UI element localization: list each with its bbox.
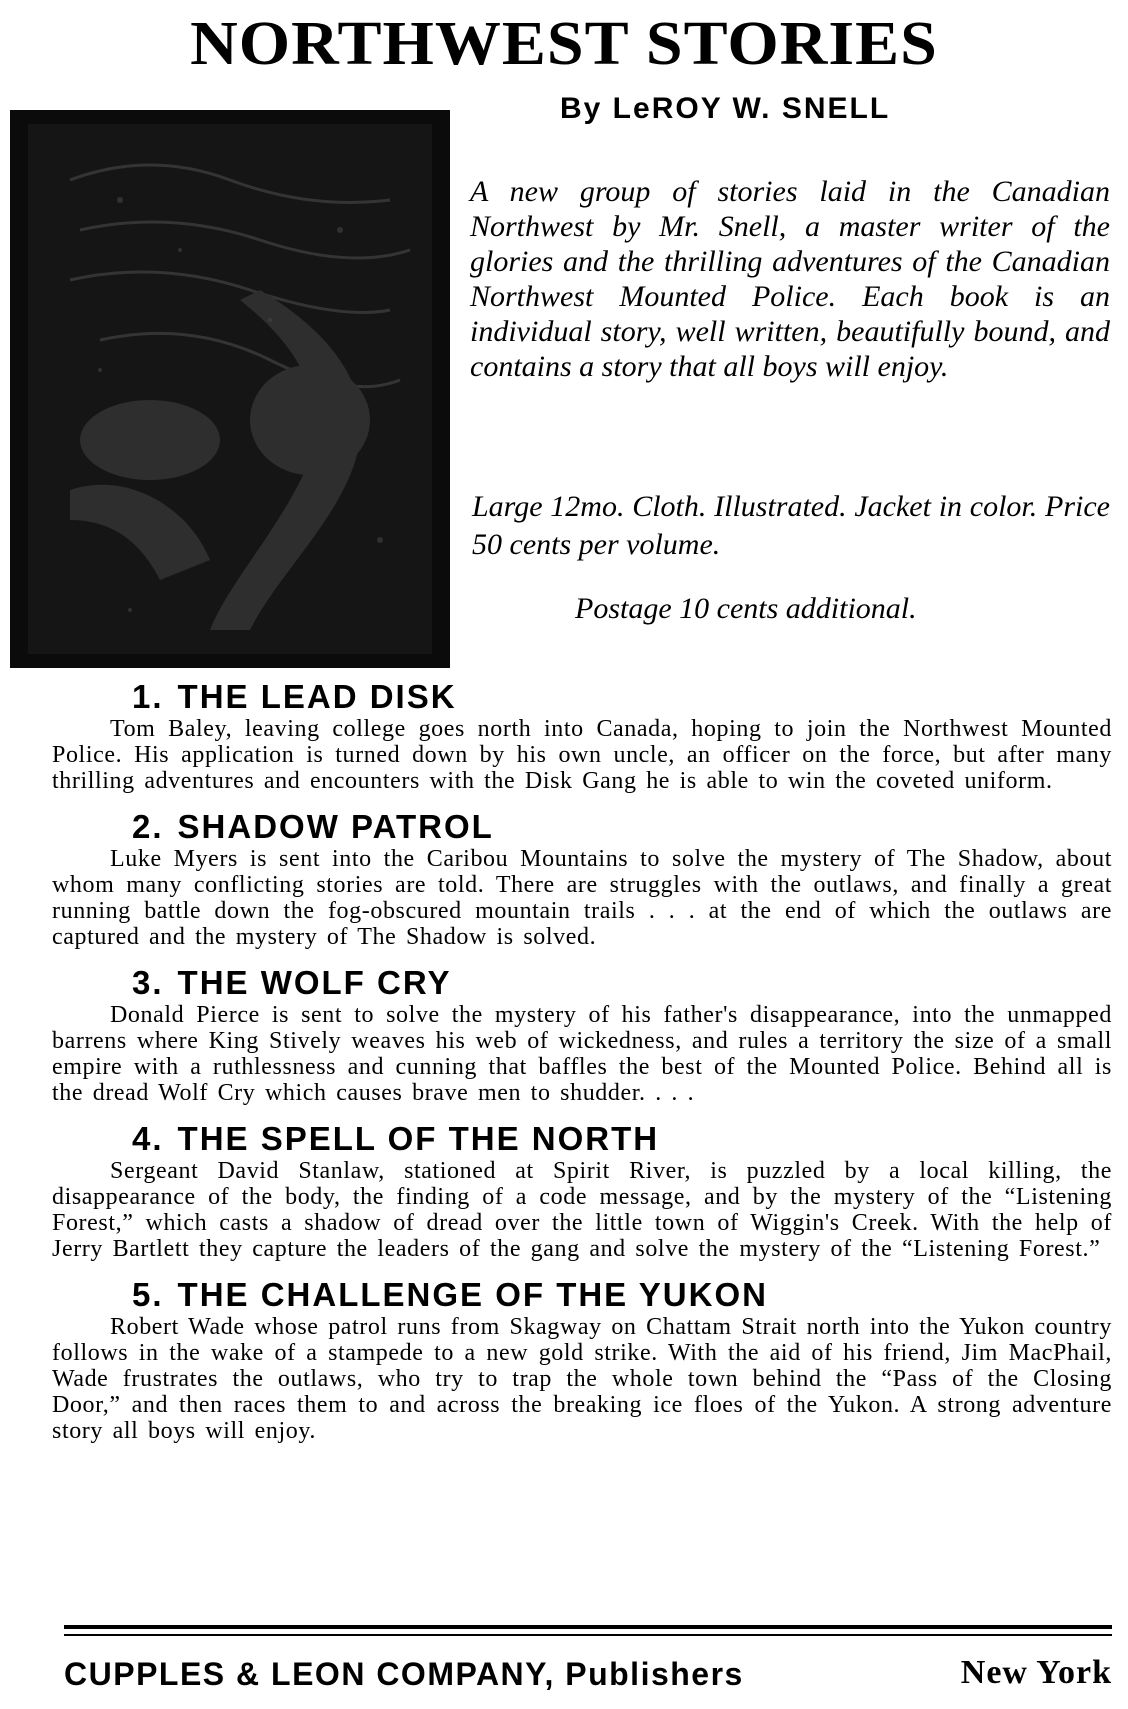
postage-note: Postage 10 cents additional. [575,592,917,625]
book-synopsis: Tom Baley, leaving college goes north into Canada, hoping to join the Northwest Mounted Police. His application is turned down by his own uncle, an officer on the force, but after many thrilling adventures and encounters with the Disk Gang he is able to win the coveted uniform. [52,716,1112,794]
book-title: SHADOW PATROL [177,808,494,845]
book-entry-3 [52,964,1112,1106]
book-heading [132,1120,1112,1158]
book-number: 3. [132,964,164,1001]
book-cover-illustration-icon [10,110,450,668]
book-heading [132,1276,1112,1314]
book-title: THE LEAD DISK [177,678,457,715]
book-heading [132,678,1112,716]
author-byline: By LeROY W. SNELL [560,92,891,125]
book-entry-2 [52,808,1112,950]
footer-rule-thin [64,1634,1112,1636]
book-list [52,678,1112,1458]
book-title: THE WOLF CRY [177,964,452,1001]
footer-rule-thick [64,1625,1112,1629]
book-heading [132,964,1112,1002]
book-number: 2. [132,808,164,845]
book-entry-5 [52,1276,1112,1444]
edition-specs: Large 12mo. Cloth. Illustrated. Jacket in color. Price 50 cents per volume. [472,490,1110,561]
book-heading [132,808,1112,846]
book-number: 1. [132,678,164,715]
publisher-name: CUPPLES & LEON COMPANY, Publishers [64,1656,744,1692]
book-synopsis: Robert Wade whose patrol runs from Skagway on Chattam Strait north into the Yukon country follows in the wake of a stampede to a new gold strike. With the aid of his friend, Jim MacPhail, Wade frustrates the outlaws, who try to trap the whole town behind the “Pass of the Closing Door,” and then races them to and across the breaking ice floes of the Yukon. A strong adventure story all boys will enjoy. [52,1314,1112,1444]
book-synopsis: Sergeant David Stanlaw, stationed at Spirit River, is puzzled by a local killing, the disappearance of the body, the finding of a code message, and by the mystery of the “Listening Forest,” which casts a shadow of dread over the little town of Wiggin's Creek. With the help of Jerry Bartlett they capture the leaders of the gang and solve the mystery of the “Listening Forest.” [52,1158,1112,1262]
series-description: A new group of stories laid in the Canadian Northwest by Mr. Snell, a master writer of the glories and the thrilling adventures of the Canadian Northwest Mounted Police. Each book is an individual story, well written, beautifully bound, and contains a story that all boys will enjoy. [470,175,1110,383]
book-entry-1 [52,678,1112,794]
book-synopsis: Donald Pierce is sent to solve the mystery of his father's disappearance, into the unmapped barrens where King Stively weaves his web of wickedness, and rules a territory the size of a small empire with a ruthlessness and cunning that baffles the best of the Mounted Police. Behind all is the dread Wolf Cry which causes brave men to shudder. . . . [52,1002,1112,1106]
book-entry-4 [52,1120,1112,1262]
book-synopsis: Luke Myers is sent into the Caribou Mountains to solve the mystery of The Shadow, about whom many conflicting stories are told. There are struggles with the outlaws, and finally a great running battle down the fog-obscured mountain trails . . . at the end of which the outlaws are captured and the mystery of The Shadow is solved. [52,846,1112,950]
page-title: NORTHWEST STORIES [190,8,938,79]
book-title: THE SPELL OF THE NORTH [177,1120,660,1157]
publisher-city: New York [960,1654,1112,1691]
book-title: THE CHALLENGE OF THE YUKON [177,1276,768,1313]
book-number: 5. [132,1276,164,1313]
book-number: 4. [132,1120,164,1157]
book-cover-image [10,110,450,668]
